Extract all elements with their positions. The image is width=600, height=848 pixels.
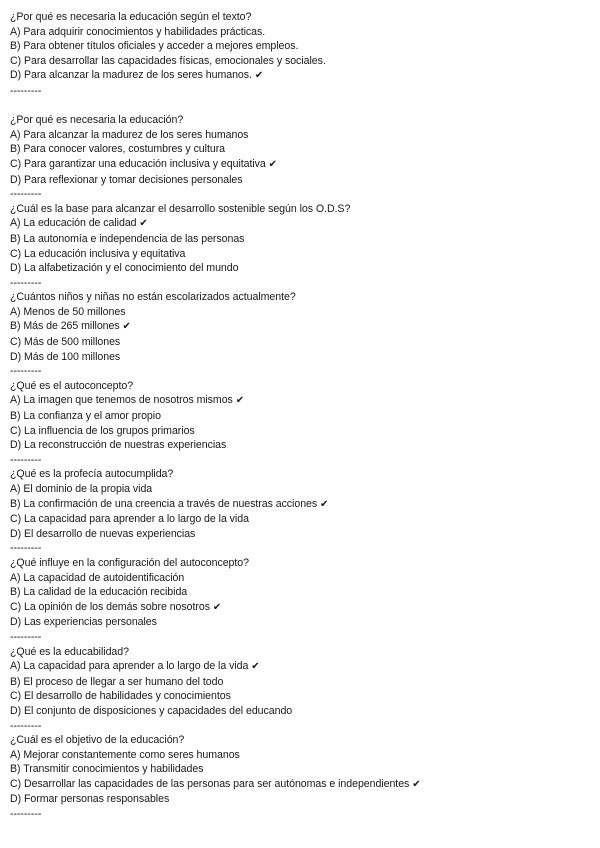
check-mark-icon: ✔: [235, 395, 245, 407]
answer-option: [10, 585, 590, 600]
separator: ---------: [10, 188, 42, 201]
answer-option: [10, 777, 590, 793]
answer-option: [10, 497, 590, 513]
separator: ---------: [10, 719, 42, 732]
answer-option: [10, 39, 590, 54]
question-block: [10, 556, 590, 645]
answer-option-text: C) La educación inclusiva y equitativa: [10, 247, 186, 260]
answer-option: [10, 247, 590, 262]
answer-option-text: A) Mejorar constantemente como seres humanos: [10, 748, 240, 761]
answer-option-text: C) Más de 500 millones: [10, 336, 121, 349]
answer-option: [10, 438, 590, 453]
answer-option-text: C) La opinión de los demás sobre nosotros: [10, 600, 210, 613]
answer-option: [10, 335, 590, 350]
question-text: ¿Qué es la educabilidad?: [10, 645, 129, 658]
answer-option-text: B) Para obtener títulos oficiales y acceder a mejores empleos.: [10, 40, 299, 53]
answer-option: [10, 54, 590, 69]
answer-option-text: A) Menos de 50 millones: [10, 305, 126, 318]
answer-option: [10, 675, 590, 690]
question-block: [10, 113, 590, 202]
answer-option-text: B) Más de 265 millones: [10, 320, 120, 333]
separator: ---------: [10, 808, 42, 821]
answer-option: [10, 482, 590, 497]
answer-option-text: D) La alfabetización y el conocimiento del mundo: [10, 262, 239, 275]
answer-option: [10, 350, 590, 365]
answer-option-text: B) Transmitir conocimientos y habilidades: [10, 763, 204, 776]
question-block: [10, 290, 590, 379]
answer-option-text: A) La capacidad de autoidentificación: [10, 571, 185, 584]
question-block: [10, 733, 590, 822]
separator: ---------: [10, 453, 42, 466]
answer-option-text: D) El desarrollo de nuevas experiencias: [10, 527, 196, 540]
separator: ---------: [10, 276, 42, 289]
answer-option-text: D) Formar personas responsables: [10, 793, 170, 806]
answer-option-text: B) La autonomía e independencia de las personas: [10, 232, 245, 245]
answer-option-text: C) Desarrollar las capacidades de las personas para ser autónomas e independientes: [10, 777, 410, 790]
answer-option: [10, 527, 590, 542]
answer-option-text: A) La imagen que tenemos de nosotros mismos: [10, 394, 233, 407]
question-text: ¿Cuál es el objetivo de la educación?: [10, 734, 185, 747]
answer-option: [10, 659, 590, 675]
answer-option-text: A) Para adquirir conocimientos y habilidades prácticas.: [10, 25, 266, 38]
question-block: [10, 379, 590, 468]
answer-option-text: D) El conjunto de disposiciones y capacidades del educando: [10, 704, 293, 717]
answer-option: [10, 409, 590, 424]
question-block: [10, 10, 590, 99]
check-mark-icon: ✔: [254, 70, 264, 82]
separator: ---------: [10, 542, 42, 555]
answer-option: [10, 792, 590, 807]
blank-line: [10, 99, 590, 114]
answer-option-text: D) Para reflexionar y tomar decisiones personales: [10, 173, 243, 186]
answer-option: [10, 68, 590, 84]
answer-option-text: D) Las experiencias personales: [10, 616, 157, 629]
answer-option-text: A) La capacidad para aprender a lo largo de la vida: [10, 660, 249, 673]
answer-option: [10, 615, 590, 630]
check-mark-icon: ✔: [320, 498, 329, 510]
answer-option: [10, 512, 590, 527]
question-text: ¿Por qué es necesaria la educación según el texto?: [10, 11, 252, 23]
question-text: ¿Qué es la profecía autocumplida?: [10, 468, 174, 481]
check-mark-icon: ✔: [268, 158, 278, 170]
answer-option-text: B) La calidad de la educación recibida: [10, 586, 188, 599]
question-block: [10, 645, 590, 734]
question-text: ¿Qué es el autoconcepto?: [10, 379, 134, 392]
answer-option: [10, 128, 590, 143]
question-text: ¿Por qué es necesaria la educación?: [10, 114, 184, 127]
answer-option: [10, 173, 590, 188]
answer-option-text: C) Para garantizar una educación inclusiva y equitativa: [10, 157, 266, 170]
check-mark-icon: ✔: [139, 218, 148, 230]
answer-option-text: A) Para alcanzar la madurez de los seres humanos: [10, 128, 249, 141]
separator: ---------: [10, 84, 42, 97]
answer-option: [10, 748, 590, 763]
answer-option-text: B) La confianza y el amor propio: [10, 410, 161, 423]
answer-option: [10, 232, 590, 247]
separator: ---------: [10, 365, 42, 378]
question-block: [10, 467, 590, 556]
quiz-document: [10, 10, 590, 822]
answer-option: [10, 600, 590, 616]
answer-option-text: B) La confirmación de una creencia a través de nuestras acciones: [10, 497, 318, 510]
answer-option: [10, 762, 590, 777]
answer-option: [10, 25, 590, 40]
answer-option-text: B) El proceso de llegar a ser humano del todo: [10, 675, 224, 688]
answer-option: [10, 689, 590, 704]
separator: ---------: [10, 630, 42, 643]
answer-option-text: A) El dominio de la propia vida: [10, 483, 153, 495]
answer-option: [10, 704, 590, 719]
answer-option: [10, 571, 590, 586]
answer-option: [10, 142, 590, 157]
question-text: ¿Cuál es la base para alcanzar el desarrollo sostenible según los O.D.S?: [10, 202, 351, 215]
check-mark-icon: ✔: [251, 661, 260, 673]
question-text: ¿Cuántos niños y niñas no están escolarizados actualmente?: [10, 291, 296, 304]
answer-option: [10, 305, 590, 320]
answer-option-text: C) La influencia de los grupos primarios: [10, 424, 195, 437]
question-block: [10, 202, 590, 291]
check-mark-icon: ✔: [212, 601, 222, 613]
answer-option-text: B) Para conocer valores, costumbres y cultura: [10, 143, 226, 156]
answer-option-text: D) La reconstrucción de nuestras experiencias: [10, 439, 227, 452]
answer-option-text: C) La capacidad para aprender a lo largo de la vida: [10, 513, 249, 526]
answer-option-text: A) La educación de calidad: [10, 217, 137, 230]
answer-option: [10, 261, 590, 276]
answer-option-text: D) Para alcanzar la madurez de los seres humanos.: [10, 69, 252, 82]
answer-option-text: C) El desarrollo de habilidades y conocimientos: [10, 690, 231, 703]
answer-option: [10, 393, 590, 409]
answer-option-text: D) Más de 100 millones: [10, 350, 121, 363]
check-mark-icon: ✔: [122, 321, 131, 333]
answer-option: [10, 319, 590, 335]
question-text: ¿Qué influye en la configuración del autoconcepto?: [10, 556, 249, 569]
check-mark-icon: ✔: [412, 778, 421, 790]
answer-option: [10, 424, 590, 439]
answer-option: [10, 157, 590, 173]
answer-option-text: C) Para desarrollar las capacidades físicas, emocionales y sociales.: [10, 54, 326, 67]
answer-option: [10, 216, 590, 232]
